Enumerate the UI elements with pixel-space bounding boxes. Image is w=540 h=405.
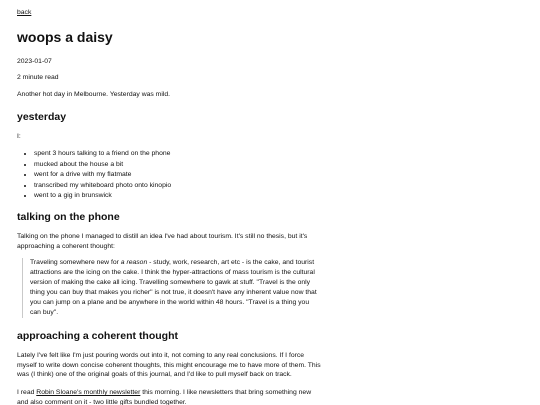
list-item: • transcribed my whiteboard photo onto kinopio	[34, 181, 171, 192]
yesterday-list	[17, 149, 171, 202]
read-time: 2 minute read	[17, 74, 59, 81]
heading-yesterday: yesterday	[17, 111, 67, 123]
newsletter-pre: I read	[17, 389, 37, 396]
intro-paragraph: Another hot day in Melbourne. Yesterday was mild.	[17, 91, 171, 98]
yesterday-lead: I:	[17, 133, 21, 140]
back-link[interactable]: back	[17, 9, 32, 16]
heading-talking-on-the-phone: talking on the phone	[17, 211, 120, 223]
quote-pre: Traveling somewhere new for	[30, 259, 121, 266]
tourism-quote	[22, 258, 320, 318]
newsletter-link[interactable]: Robin Sloane's monthly newsletter	[36, 389, 141, 396]
newsletter-post: this morning. I like newsletters that bring something new and also comment on it - two little gifts bundled together.	[17, 389, 312, 405]
quote-text	[30, 258, 320, 318]
page-title: woops a daisy	[17, 29, 113, 45]
phone-paragraph: Talking on the phone I managed to distill an idea I've had about tourism. It's still no thesis, but it's approaching a coherent thought:	[17, 233, 308, 250]
heading-approaching-a-coherent-thought: approaching a coherent thought	[17, 330, 179, 342]
post-date: 2023-01-07	[17, 58, 52, 65]
list-item: • went for a drive with my flatmate	[34, 170, 171, 181]
approach-paragraph: Lately I've felt like I'm just pouring words out into it, not coming to any real conclusions. If I force myself to write down concise coherent thoughts, this might encourage me to have more of them. This was (I think) one of the original goals of this journal, and I'd like to pull myself back on track.	[17, 352, 321, 379]
list-item: • went to a gig in brunswick	[34, 191, 171, 202]
list-item: • mucked about the house a bit	[34, 160, 171, 171]
quote-post: - study, work, research, art etc - is the cake, and tourist attractions are the icing on the cake. I think the hyper-attractions of mass tourism is the cultural version of making the cake all icing. Travelling somewhere to gawk at stuff. "Travel is the only thing you can buy that makes you richer" is not true, it doesn't have any inherent value now that you can jump on a plane and be anywhere in the world within 48 hours. "Travel is a thing you can buy".	[30, 259, 317, 316]
quote-emphasis: a reason	[120, 259, 148, 266]
newsletter-paragraph	[17, 388, 322, 405]
list-item: • spent 3 hours talking to a friend on the phone	[34, 149, 171, 160]
